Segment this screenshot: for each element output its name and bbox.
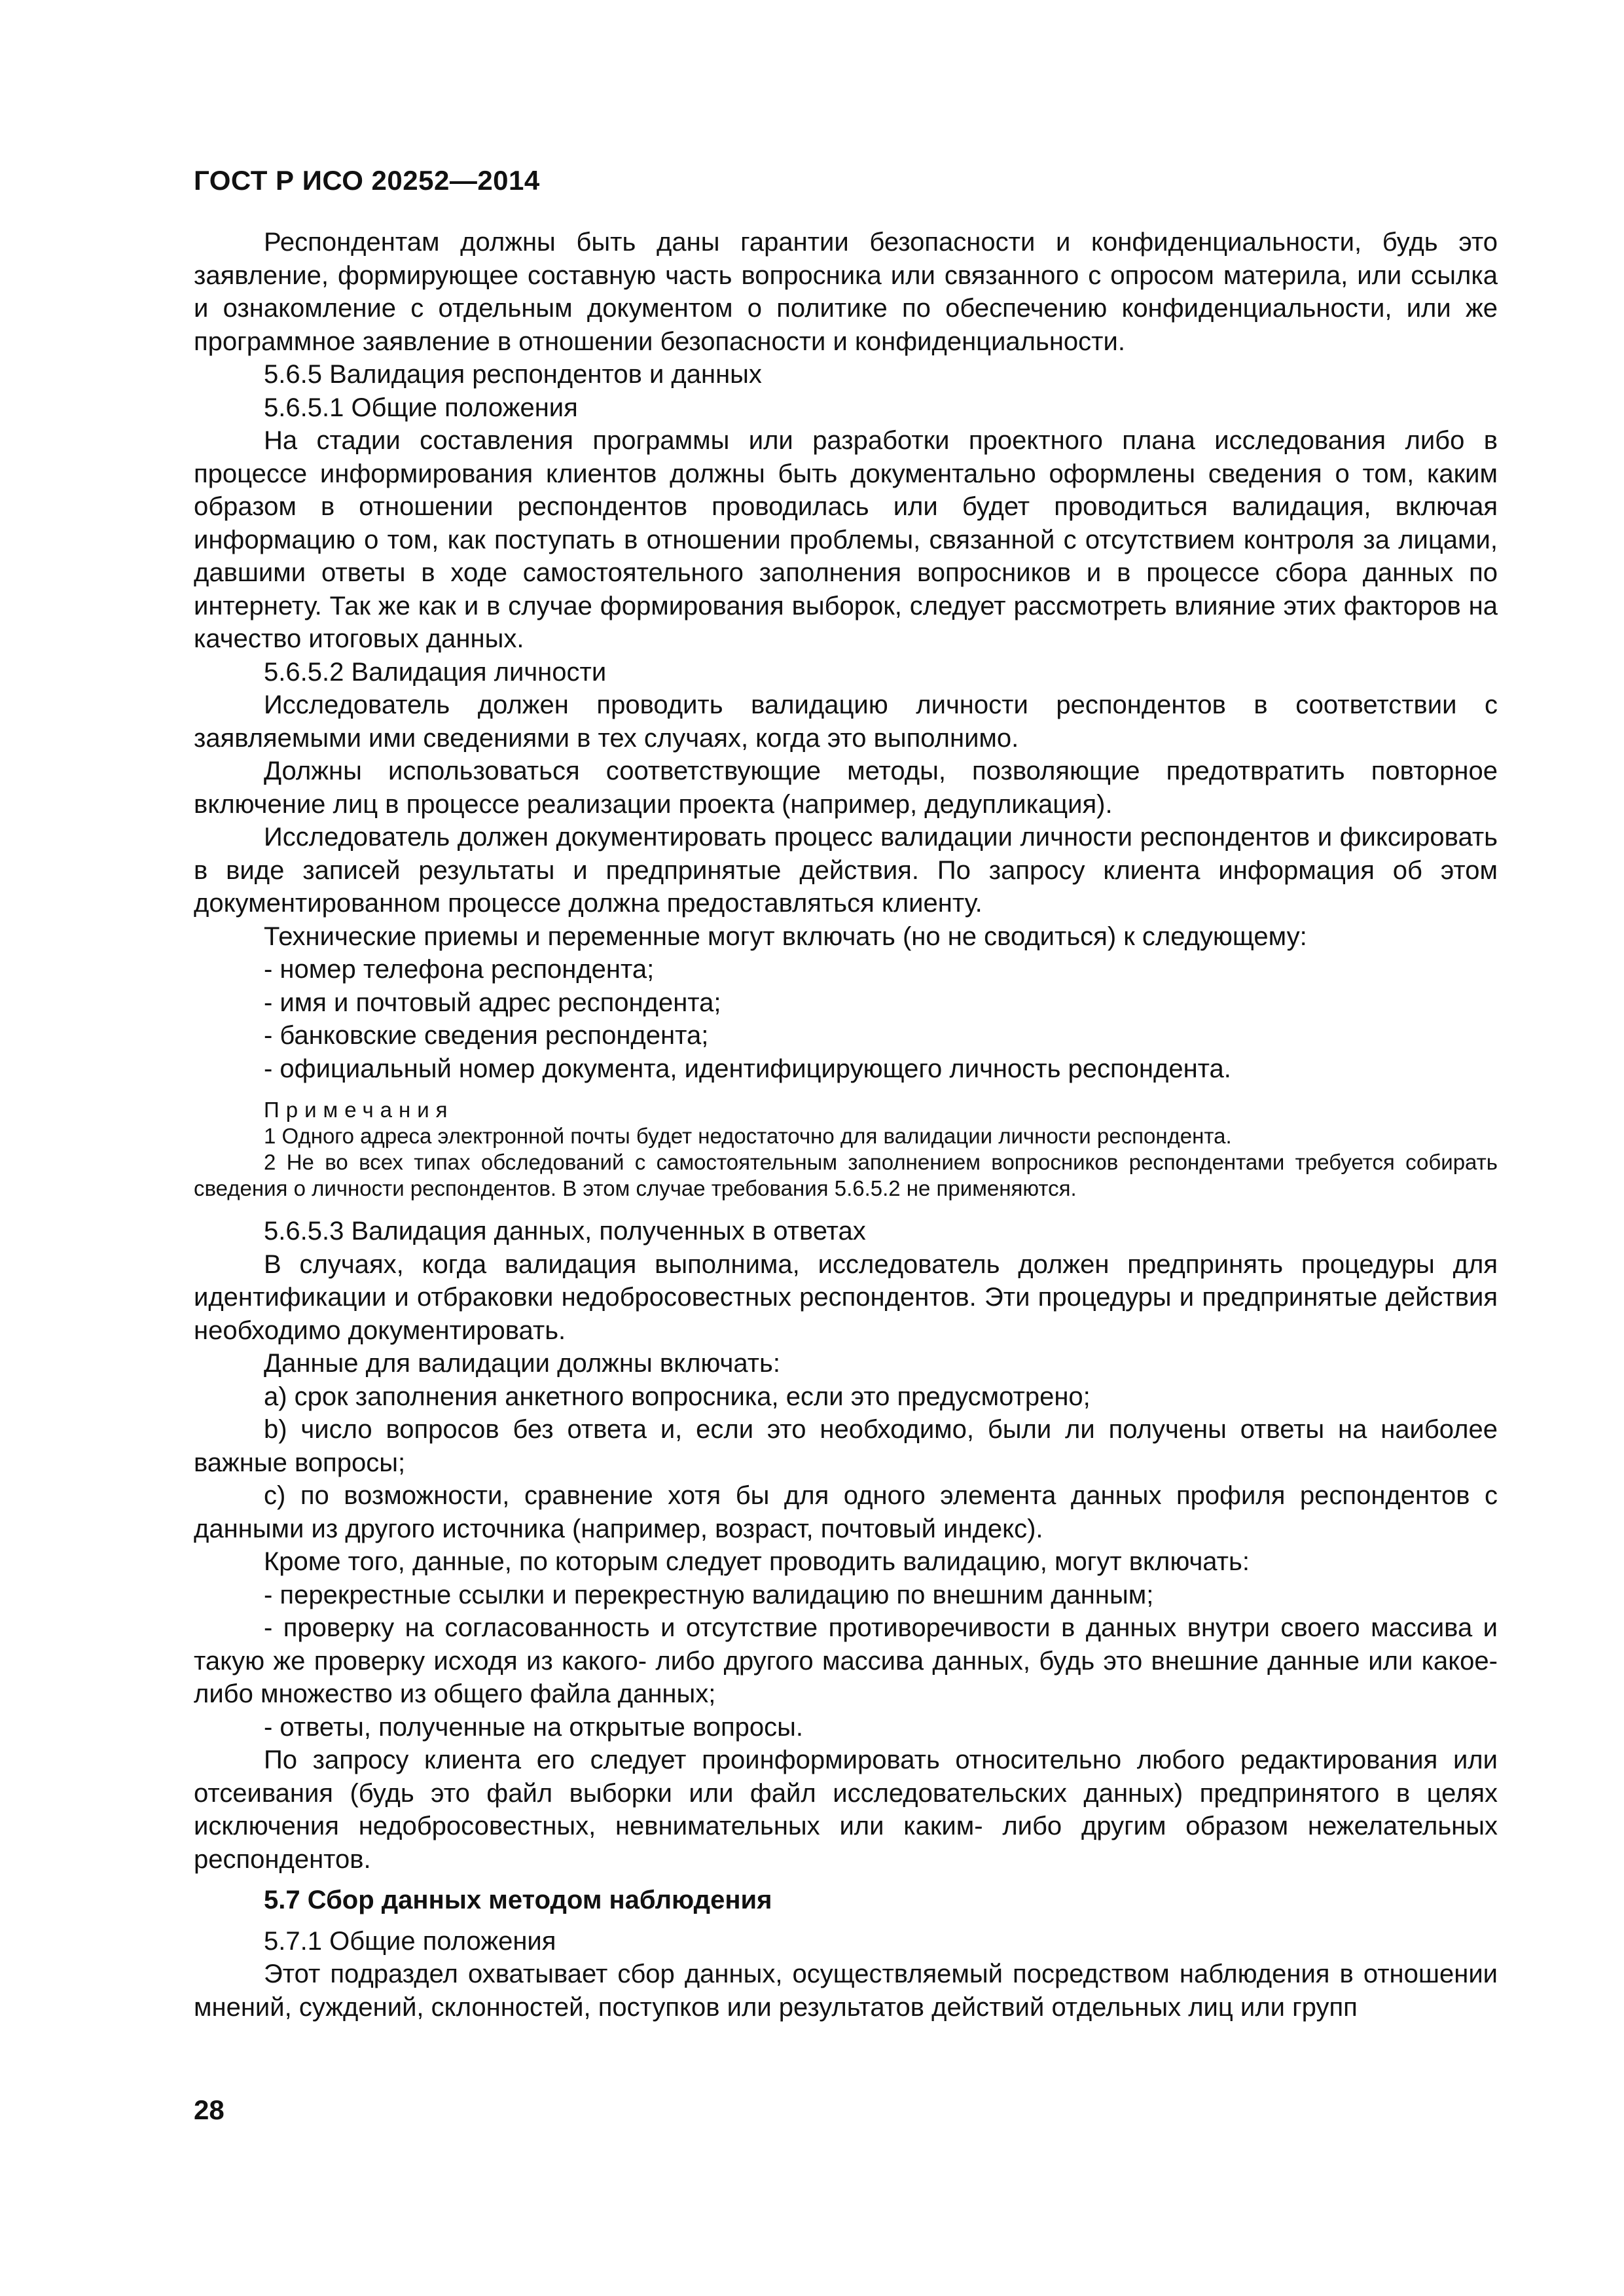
list-item: - ответы, полученные на открытые вопросы.: [264, 1712, 804, 1742]
list-item: - номер телефона респондента;: [264, 955, 655, 984]
document-header: ГОСТ Р ИСО 20252—2014: [194, 165, 540, 196]
paragraph: В случаях, когда валидация выполнима, исследователь должен предпринять процедуры для идентификации и отбраковки недобросовестных респондентов. Эти процедуры и предпринятые действия необходимо документировать.: [194, 1249, 1498, 1345]
notes-block: [194, 1097, 1498, 1202]
paragraph: Респондентам должны быть даны гарантии безопасности и конфиденциальности, будь это заявление, формирующее составную часть вопросника или связанного с опросом материла, или ссылка и ознакомление с отдельным документом о политике по обеспечению конфиденциальности, или же программное заявление в отношении безопасности и конфиденциальности.: [194, 228, 1498, 356]
list-item: с) по возможности, сравнение хотя бы для одного элемента данных профиля респондентов с данными из другого источника (например, возраст, почтовый индекс).: [194, 1481, 1498, 1543]
list-item: b) число вопросов без ответа и, если это необходимо, были ли получены ответы на наиболее важные вопросы;: [194, 1415, 1498, 1477]
note-item: 1 Одного адреса электронной почты будет недостаточно для валидации личности респондента.: [264, 1124, 1232, 1148]
notes-title: Примечания: [264, 1098, 454, 1122]
subsection-heading: 5.6.5.2 Валидация личности: [264, 657, 607, 687]
subsection-heading: 5.6.5.3 Валидация данных, полученных в ответах: [264, 1217, 866, 1246]
paragraph: По запросу клиента его следует проинформировать относительно любого редактирования или отсеивания (будь это файл выборки или файл исследовательских данных) предпринятого в целях исключения недобросовестных, невнимательных или каким- либо другим образом нежелательных респондентов.: [194, 1746, 1498, 1874]
page-number: 28: [194, 2094, 225, 2125]
paragraph: Исследователь должен проводить валидацию личности респондентов в соответствии с заявляемыми ими сведениями в тех случаях, когда это выполнимо.: [194, 691, 1498, 753]
paragraph: Должны использоваться соответствующие методы, позволяющие предотвратить повторное включение лиц в процессе реализации проекта (например, дедупликация).: [194, 757, 1498, 819]
subsection-heading: 5.7.1 Общие положения: [264, 1926, 556, 1956]
subsection-heading: 5.6.5.1 Общие положения: [264, 393, 578, 422]
list-item: - банковские сведения респондента;: [264, 1021, 709, 1050]
list-item: а) срок заполнения анкетного вопросника, если это предусмотрено;: [264, 1382, 1091, 1411]
list-item: - имя и почтовый адрес респондента;: [264, 988, 721, 1017]
list-item: - официальный номер документа, идентифицирующего личность респондента.: [264, 1054, 1231, 1083]
section-heading: 5.6.5 Валидация респондентов и данных: [264, 360, 762, 389]
paragraph: Данные для валидации должны включать:: [264, 1349, 781, 1378]
paragraph: Кроме того, данные, по которым следует проводить валидацию, могут включать:: [264, 1547, 1250, 1576]
list-item: - перекрестные ссылки и перекрестную валидацию по внешним данным;: [264, 1580, 1154, 1609]
paragraph: На стадии составления программы или разработки проектного плана исследования либо в процессе информирования клиентов должны быть документально оформлены сведения о том, каким образом в отношении респондентов проводилась или будет проводиться валидация, включая информацию о том, как поступать в отношении проблемы, связанной с отсутствием контроля за лицами, давшими ответы в ходе самостоятельного заполнения вопросников и в процессе сбора данных по интернету. Так же как и в случае формирования выборок, следует рассмотреть влияние этих факторов на качество итоговых данных.: [194, 426, 1498, 653]
paragraph: Технические приемы и переменные могут включать (но не сводиться) к следующему:: [264, 922, 1307, 951]
note-item: 2 Не во всех типах обследований с самостоятельным заполнением вопросников респондентами требуется собирать сведения о личности респондентов. В этом случае требования 5.6.5.2 не применяются.: [194, 1150, 1498, 1200]
list-item: - проверку на согласованность и отсутствие противоречивости в данных внутри своего массива и такую же проверку исходя из какого- либо другого массива данных, будь это внешние данные или какое-либо множество из общего файла данных;: [194, 1613, 1498, 1708]
section-title: 5.7 Сбор данных методом наблюдения: [264, 1886, 772, 1914]
document-body: [194, 226, 1498, 2024]
paragraph: Исследователь должен документировать процесс валидации личности респондентов и фиксировать в виде записей результаты и предпринятые действия. По запросу клиента информация об этом документированном процессе должна предоставляться клиенту.: [194, 823, 1498, 918]
paragraph: Этот подраздел охватывает сбор данных, осуществляемый посредством наблюдения в отношении мнений, суждений, склонностей, поступков или результатов действий отдельных лиц или групп: [194, 1960, 1498, 2022]
